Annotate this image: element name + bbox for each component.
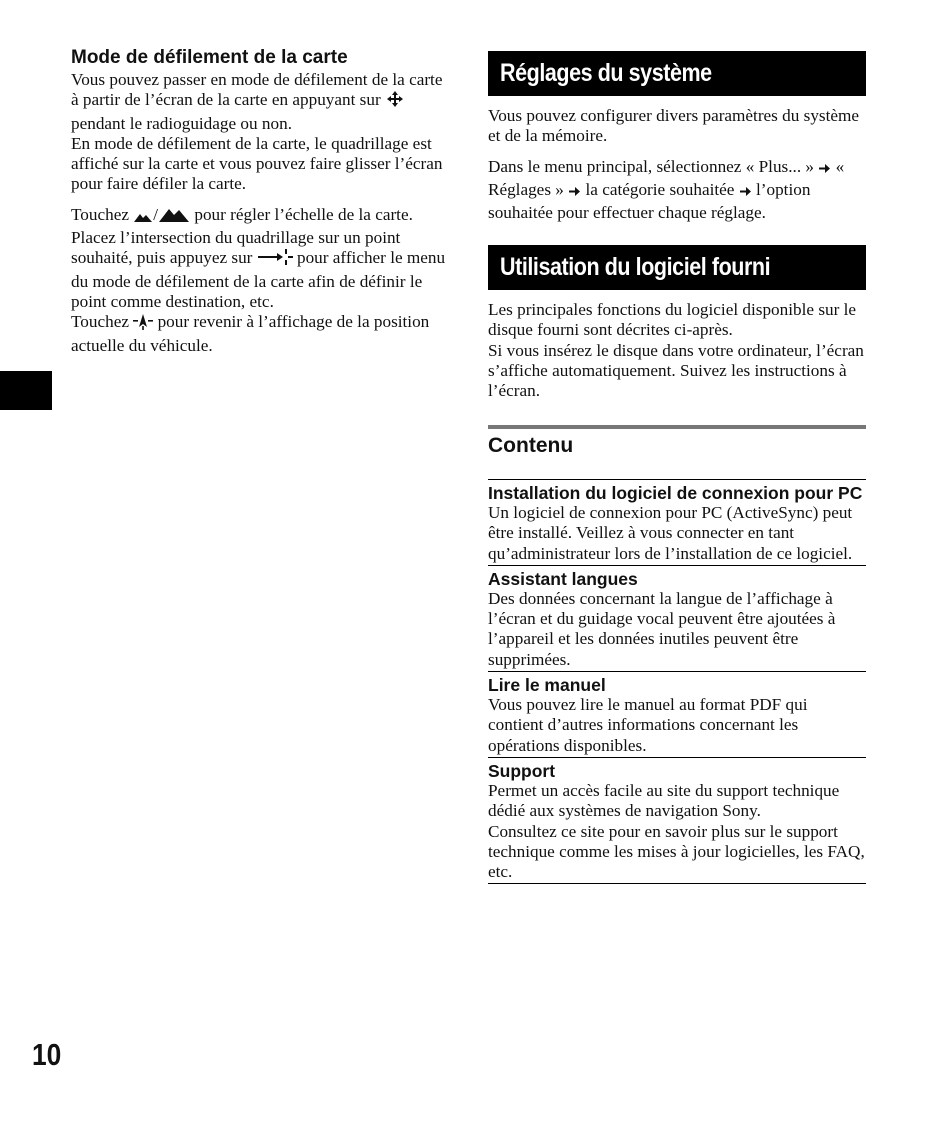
contenu-entry <box>488 757 866 884</box>
contenu-top-rule <box>488 425 866 429</box>
vehicle-position-icon <box>133 312 153 335</box>
text-run: / <box>153 204 159 224</box>
small-mountain-icon <box>133 208 153 228</box>
map-scroll-paragraph-3 <box>71 228 451 312</box>
right-arrow-icon <box>568 183 581 203</box>
text-run: Touchez <box>71 312 129 332</box>
arrow-to-point-icon <box>257 248 293 271</box>
reglages-paragraph-2 <box>488 157 866 224</box>
text-run: pour régler l’échelle de la carte. <box>194 204 413 224</box>
text-run: l’option souhaitée pour effectuer chaque réglage. <box>488 179 811 223</box>
contenu-entry <box>488 671 866 757</box>
four-way-arrows-icon <box>385 90 405 113</box>
contenu-entry-title: Support <box>488 760 556 781</box>
text-run: Dans le menu principal, sélectionnez « Plus... » <box>488 156 815 176</box>
contenu-entry-text: Un logiciel de connexion pour PC (ActiveSync) peut être installé. Veillez à vous connecter en tant qu’administrateur lors de l’installation de ce logiciel. <box>488 503 853 563</box>
section-heading-reglages <box>488 51 866 96</box>
logiciel-body <box>488 300 866 401</box>
map-scroll-title: Mode de défilement de la carte <box>71 47 348 68</box>
reglages-paragraph-1: Vous pouvez configurer divers paramètres du système et de la mémoire. <box>488 106 860 146</box>
chapter-tab-marker <box>0 371 52 410</box>
contenu-entry-title: Installation du logiciel de connexion pour PC <box>488 483 863 503</box>
text-run: Vous pouvez passer en mode de défilement de la carte à partir de l’écran de la carte en appuyant sur <box>71 70 443 110</box>
contenu-title: Contenu <box>488 434 574 457</box>
text-run: pour revenir à l’affichage de la position actuelle du véhicule. <box>71 312 430 355</box>
contenu-list <box>488 479 866 884</box>
heading-text: Réglages du système <box>500 59 712 87</box>
contenu-entry-title: Assistant langues <box>488 568 638 589</box>
map-scroll-paragraph-4 <box>71 312 451 356</box>
contenu-entry <box>488 479 866 565</box>
contenu-entry-text: Vous pouvez lire le manuel au format PDF qui contient d’autres informations concernant les opérations disponibles. <box>488 695 808 755</box>
map-scroll-paragraph-2 <box>71 205 451 228</box>
contenu-entry <box>488 565 866 671</box>
contenu-entry-title: Lire le manuel <box>488 675 606 696</box>
logiciel-paragraph-1: Les principales fonctions du logiciel disponible sur le disque fourni sont décrites ci-après. <box>488 300 857 340</box>
contenu-entry-text: Des données concernant la langue de l’affichage à l’écran et du guidage vocal peuvent être ajoutées à l’appareil et les données inutiles peuvent être supprimées. <box>488 588 836 669</box>
contenu-entry-text: Permet un accès facile au site du support technique dédié aux systèmes de navigation Sony. <box>488 780 840 821</box>
text-run: Placez l’intersection du quadrillage sur un point souhaité, puis appuyez sur <box>71 228 401 268</box>
text-run: la catégorie souhaitée <box>585 179 735 199</box>
right-arrow-icon <box>739 183 752 203</box>
text-run: Touchez <box>71 204 129 224</box>
page-number: 10 <box>32 1037 62 1072</box>
contenu-entry-text: Consultez ce site pour en savoir plus sur le support technique comme les mises à jour logicielles, les FAQ, etc. <box>488 821 865 882</box>
map-scroll-section <box>71 47 451 356</box>
logiciel-paragraph-2: Si vous insérez le disque dans votre ordinateur, l’écran s’affiche automatiquement. Suivez les instructions à l’écran. <box>488 340 864 401</box>
text-run: pendant le radioguidage ou non. <box>71 113 292 133</box>
right-arrow-icon <box>818 160 831 180</box>
map-scroll-paragraph-1 <box>71 70 451 134</box>
reglages-body <box>488 106 866 223</box>
map-scroll-paragraph-1b: En mode de défilement de la carte, le quadrillage est affiché sur la carte et vous pouvez faire glisser l’écran pour faire défiler la carte. <box>71 133 443 194</box>
text-run: « Réglages » <box>488 156 845 199</box>
large-mountain-icon <box>158 207 190 228</box>
heading-text: Utilisation du logiciel fourni <box>500 253 771 281</box>
text-run: pour afficher le menu du mode de défilement de la carte afin de définir le point comme destination, etc. <box>71 248 446 311</box>
section-heading-logiciel <box>488 245 866 290</box>
